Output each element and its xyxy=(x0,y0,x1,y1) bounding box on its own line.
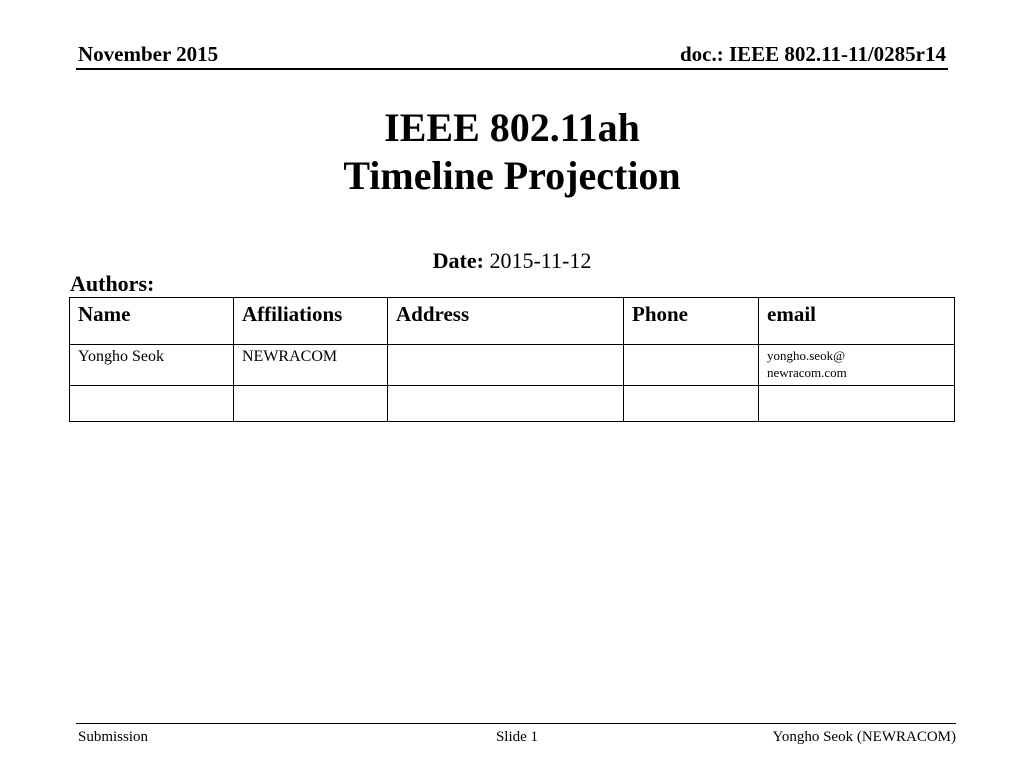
author-affiliation xyxy=(234,386,388,422)
footer-author: Yongho Seok (NEWRACOM) xyxy=(772,729,956,745)
title-line-2: Timeline Projection xyxy=(343,153,681,198)
author-email xyxy=(759,345,955,386)
table-row xyxy=(70,386,955,422)
header-date: November 2015 xyxy=(78,42,219,66)
column-header-email: email xyxy=(759,298,955,345)
column-header-affiliations: Affiliations xyxy=(234,298,388,345)
author-phone xyxy=(624,386,759,422)
authors-label: Authors: xyxy=(70,271,155,296)
author-affiliation: NEWRACOM xyxy=(234,345,388,386)
author-address xyxy=(388,345,624,386)
column-header-name: Name xyxy=(70,298,234,345)
column-header-address: Address xyxy=(388,298,624,345)
author-name xyxy=(70,386,234,422)
author-email-line-2: newracom.com xyxy=(767,365,847,380)
column-header-phone: Phone xyxy=(624,298,759,345)
author-name: Yongho Seok xyxy=(70,345,234,386)
header-doc-id: doc.: IEEE 802.11-11/0285r14 xyxy=(679,42,946,66)
author-email-line-1: yongho.seok@ xyxy=(767,348,846,363)
table-header-row xyxy=(70,298,955,345)
author-phone xyxy=(624,345,759,386)
table-row xyxy=(70,345,955,386)
author-email xyxy=(759,386,955,422)
date-label: Date: xyxy=(432,248,484,273)
footer-divider xyxy=(76,723,956,724)
author-address xyxy=(388,386,624,422)
header-divider xyxy=(76,68,948,70)
footer-submission: Submission xyxy=(78,729,149,745)
title-line-1: IEEE 802.11ah xyxy=(384,105,640,150)
date-value: 2015-11-12 xyxy=(489,248,592,273)
slide-title xyxy=(0,104,1024,200)
authors-table xyxy=(69,297,955,422)
footer-slide-number: Slide 1 xyxy=(495,729,539,745)
